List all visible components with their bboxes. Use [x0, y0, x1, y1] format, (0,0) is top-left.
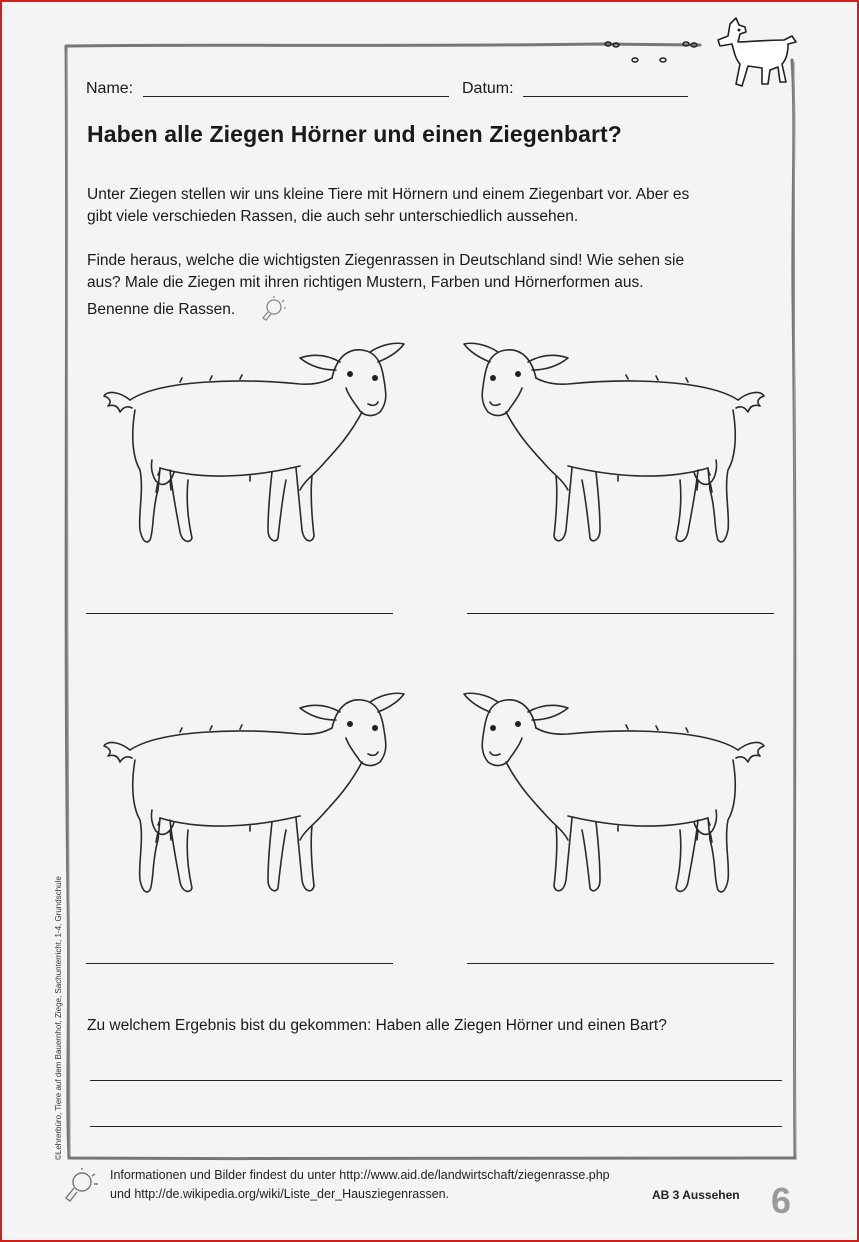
hoofprint-icon [600, 38, 710, 68]
goat-illustration [100, 340, 410, 560]
goat-illustration [458, 340, 768, 560]
page-number: 6 [771, 1180, 792, 1221]
intro-paragraph [87, 184, 787, 228]
page-title: Haben alle Ziegen Hörner und einen Ziegenbart? [87, 121, 622, 147]
lightbulb-icon [60, 1168, 100, 1204]
task-line-3: Benenne die Rassen. [87, 301, 236, 318]
footer-info-line-1: Informationen und Bilder findest du unter http://www.aid.de/landwirtschaft/ziegenrasse.php [110, 1168, 610, 1182]
goat-icon [712, 12, 804, 94]
task-line-1: Finde heraus, welche die wichtigsten Ziegenrassen in Deutschland sind! Wie sehen sie [87, 252, 685, 269]
breed-name-field[interactable] [86, 613, 393, 614]
task-line-2: aus? Male die Ziegen mit ihren richtigen Mustern, Farben und Hörnerformen aus. [87, 274, 644, 291]
name-label: Name: [86, 80, 134, 97]
intro-line-2: gibt viele verschieden Rassen, die auch sehr unterschiedlich aussehen. [87, 208, 579, 225]
task-paragraph [87, 250, 787, 294]
date-field[interactable] [523, 96, 688, 97]
copyright-credit: ©Lehrerbüro, Tiere auf dem Bauernhof, Ziege, Sachunterricht, 1-4, Grundschule [54, 876, 63, 1160]
breed-name-field[interactable] [467, 613, 774, 614]
worksheet-label: AB 3 Aussehen [652, 1188, 740, 1202]
answer-line[interactable] [90, 1080, 782, 1081]
intro-line-1: Unter Ziegen stellen wir uns kleine Tiere mit Hörnern und einem Ziegenbart vor. Aber es [87, 186, 690, 203]
goat-illustration [100, 690, 410, 910]
name-field[interactable] [143, 96, 449, 97]
footer-info-line-2: und http://de.wikipedia.org/wiki/Liste_der_Hausziegenrassen. [110, 1187, 450, 1201]
lightbulb-icon [258, 296, 286, 322]
goat-illustration [458, 690, 768, 910]
date-label: Datum: [462, 80, 514, 97]
breed-name-field[interactable] [86, 963, 393, 964]
breed-name-field[interactable] [467, 963, 774, 964]
answer-line[interactable] [90, 1126, 782, 1127]
question-text: Zu welchem Ergebnis bist du gekommen: Haben alle Ziegen Hörner und einen Bart? [87, 1017, 667, 1034]
